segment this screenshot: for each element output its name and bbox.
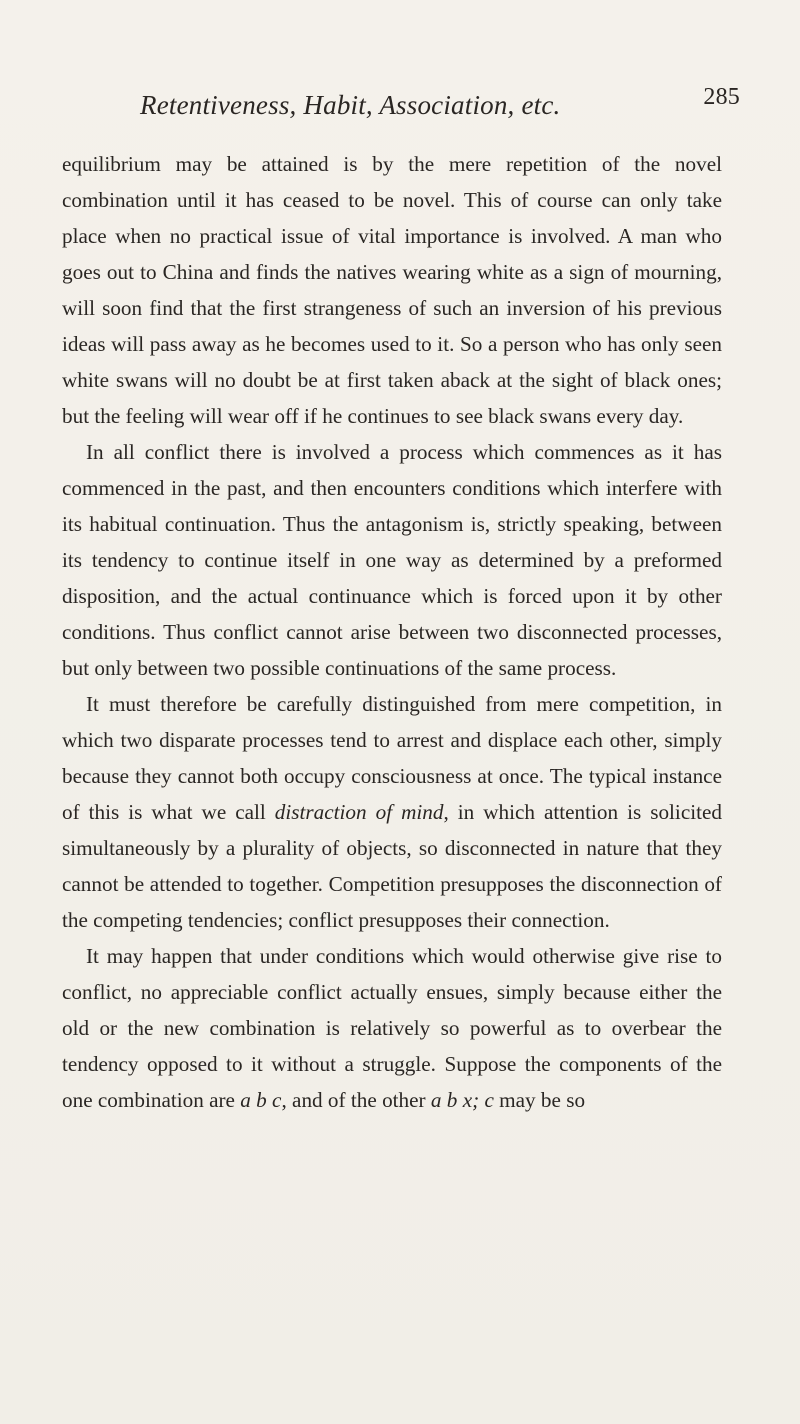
- text-run: may be so: [493, 1088, 586, 1112]
- text-run: It must therefore be carefully distinguished from mere competition, in which two disparate processes tend to arrest and displace each other, simply because they cannot both occupy consciousness at once. The typical instance of this is what we call: [62, 692, 722, 824]
- paragraph: [62, 686, 722, 938]
- paragraph: [62, 938, 722, 1118]
- body-text: [62, 146, 722, 1118]
- text-run: equilibrium may be attained is by the mere repetition of the novel combination until it has ceased to be novel. This of course can only take place when no practical issue of vital importance is involved. A man who goes out to China and finds the natives wearing white as a sign of mourning, will soon find that the first strangeness of such an inversion of his previous ideas will pass away as he becomes used to it. So a person who has only seen white swans will no doubt be at first taken aback at the sight of black ones; but the feeling will wear off if he continues to see black swans every day.: [62, 152, 722, 428]
- paragraph: [62, 434, 722, 686]
- running-head: [140, 84, 740, 130]
- paragraph: [62, 146, 722, 434]
- text-run: , and of the other: [281, 1088, 431, 1112]
- italic-phrase: distraction of mind: [274, 800, 444, 824]
- italic-phrase: a b x; c: [430, 1088, 494, 1112]
- text-run: It may happen that under conditions which would otherwise give rise to conflict, no appreciable conflict actually ensues, simply because either the old or the new combination is relatively so powerful as to overbear the tendency opposed to it without a struggle. Suppose the components of the one combination are: [62, 944, 722, 1112]
- page-number: 285: [703, 84, 740, 110]
- italic-phrase: a b c: [240, 1088, 282, 1112]
- text-run: In all conflict there is involved a process which commences as it has commenced in the past, and then encounters conditions which interfere with its habitual continuation. Thus the antagonism is, strictly speaking, between its tendency to continue itself in one way as determined by a preformed disposition, and the actual continuance which is forced upon it by other conditions. Thus conflict cannot arise between two disconnected processes, but only between two possible continuations of the same process.: [62, 440, 722, 680]
- text-run: , in which attention is solicited simultaneously by a plurality of objects, so disconnected in nature that they cannot be attended to together. Competition presupposes the disconnection of the competing tendencies; conflict presupposes their connection.: [62, 800, 722, 932]
- running-title: Retentiveness, Habit, Association, etc.: [140, 90, 561, 120]
